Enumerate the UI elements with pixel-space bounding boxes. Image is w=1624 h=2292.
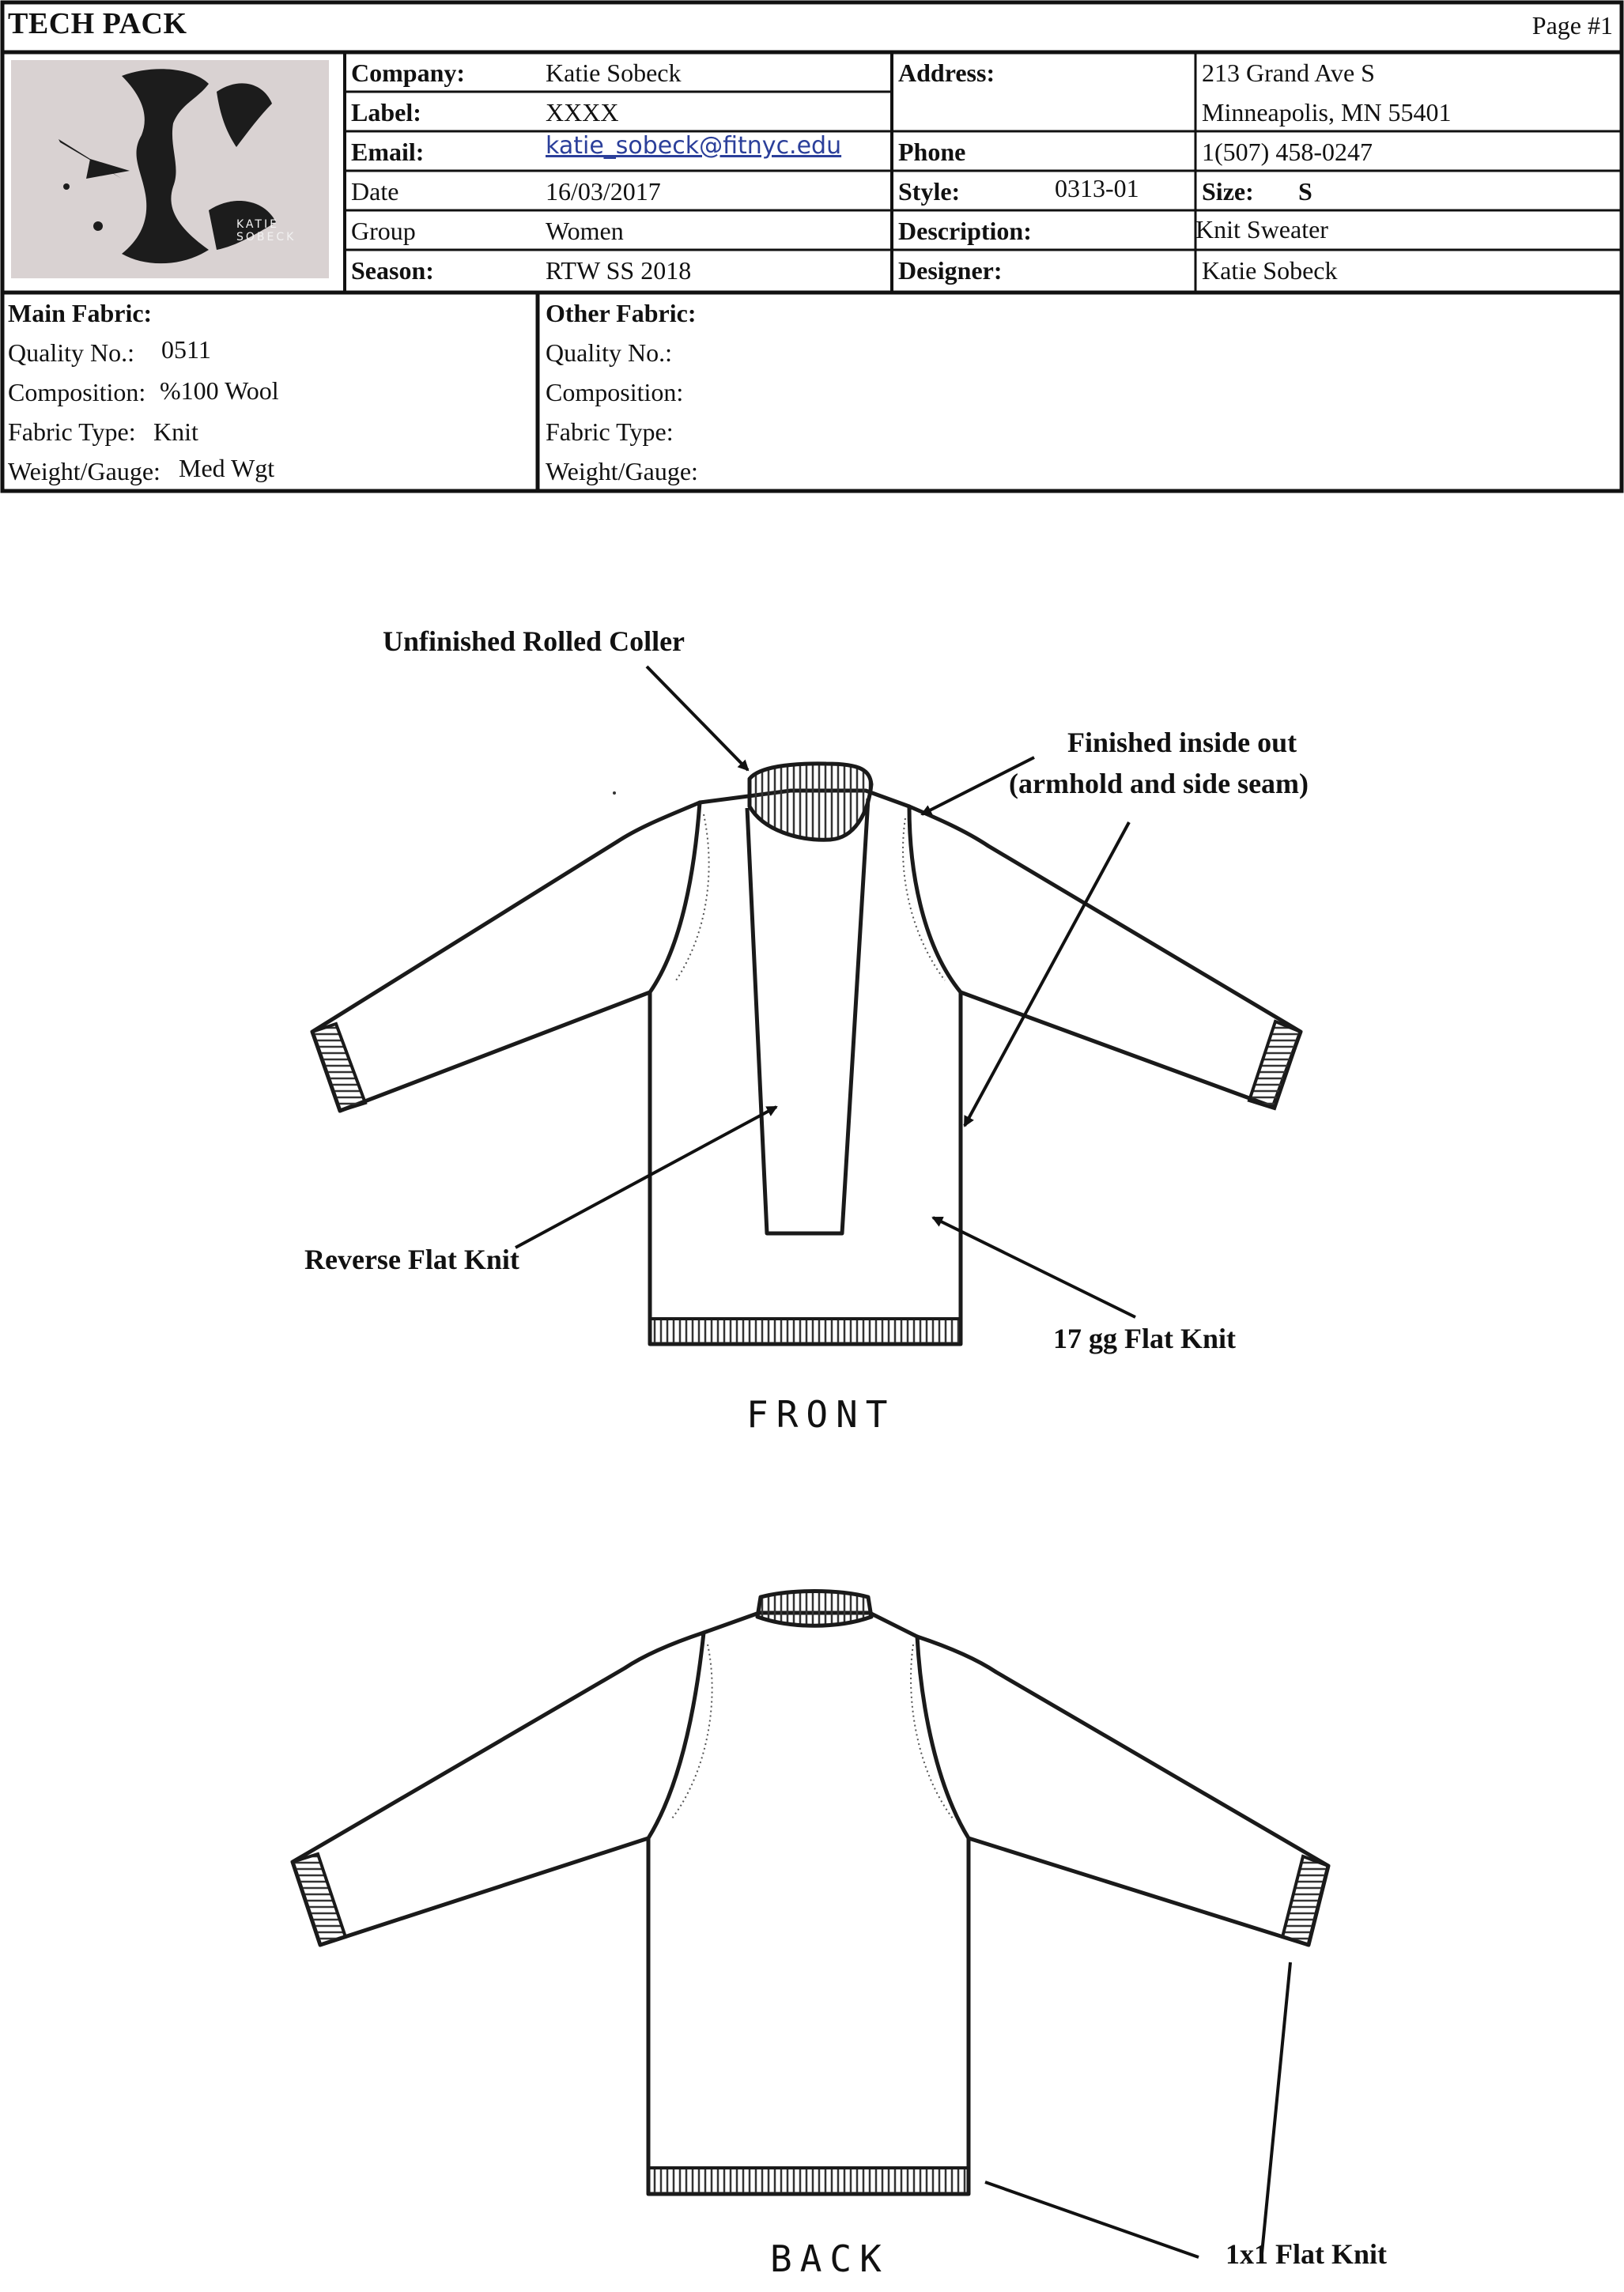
document-title: TECH PACK xyxy=(8,7,187,40)
group-label: Group xyxy=(351,217,416,245)
other-fabric-title: Other Fabric: xyxy=(546,299,697,327)
label-label: Label: xyxy=(351,98,421,126)
date-value: 16/03/2017 xyxy=(546,177,661,206)
callout-collar: Unfinished Rolled Coller xyxy=(383,625,685,657)
main-composition-value: %100 Wool xyxy=(160,376,279,405)
other-quality-label: Quality No.: xyxy=(546,338,672,367)
address-line1: 213 Grand Ave S xyxy=(1202,59,1375,87)
main-quality-label: Quality No.: xyxy=(8,338,134,367)
main-weight-value: Med Wgt xyxy=(179,454,275,482)
group-value: Women xyxy=(546,217,624,245)
phone-value: 1(507) 458-0247 xyxy=(1202,138,1373,166)
description-value: Knit Sweater xyxy=(1195,215,1328,244)
front-view-label: FRONT xyxy=(746,1393,896,1436)
other-weight-label: Weight/Gauge: xyxy=(546,457,698,485)
designer-label: Designer: xyxy=(898,256,1003,285)
email-label: Email: xyxy=(351,138,425,166)
size-label: Size: xyxy=(1202,177,1254,206)
page-number: Page #1 xyxy=(1531,11,1613,40)
address-line2: Minneapolis, MN 55401 xyxy=(1202,98,1452,126)
thumbnail-brand-text: KATIE SOBECK xyxy=(236,218,296,244)
callout-finished-line2: (armhold and side seam) xyxy=(1009,768,1309,799)
back-view-label: BACK xyxy=(770,2237,889,2280)
company-value: Katie Sobeck xyxy=(546,59,682,87)
callout-gauge: 17 gg Flat Knit xyxy=(1053,1323,1236,1354)
season-value: RTW SS 2018 xyxy=(546,256,692,285)
main-quality-value: 0511 xyxy=(161,335,211,364)
back-sweater xyxy=(293,1592,1328,2195)
phone-label: Phone xyxy=(898,138,966,166)
callout-reverse-knit: Reverse Flat Knit xyxy=(304,1244,519,1275)
style-label: Style: xyxy=(898,177,961,206)
other-composition-label: Composition: xyxy=(546,378,684,406)
main-fabric-title: Main Fabric: xyxy=(8,299,153,327)
email-link[interactable]: katie_sobeck@fitnyc.edu xyxy=(546,132,842,160)
label-value: XXXX xyxy=(546,98,619,126)
company-label: Company: xyxy=(351,59,466,87)
main-weight-label: Weight/Gauge: xyxy=(8,457,161,485)
main-type-value: Knit xyxy=(153,417,198,446)
date-label: Date xyxy=(351,177,399,206)
size-value: S xyxy=(1298,177,1312,206)
description-label: Description: xyxy=(898,217,1032,245)
designer-value: Katie Sobeck xyxy=(1202,256,1338,285)
callout-rib-knit: 1x1 Flat Knit xyxy=(1226,2238,1387,2270)
season-label: Season: xyxy=(351,256,434,285)
address-label: Address: xyxy=(898,59,995,87)
other-type-label: Fabric Type: xyxy=(546,417,674,446)
style-value: 0313-01 xyxy=(1055,174,1139,202)
main-composition-label: Composition: xyxy=(8,378,146,406)
callout-finished-line1: Finished inside out xyxy=(1067,727,1297,758)
main-type-label: Fabric Type: xyxy=(8,417,136,446)
